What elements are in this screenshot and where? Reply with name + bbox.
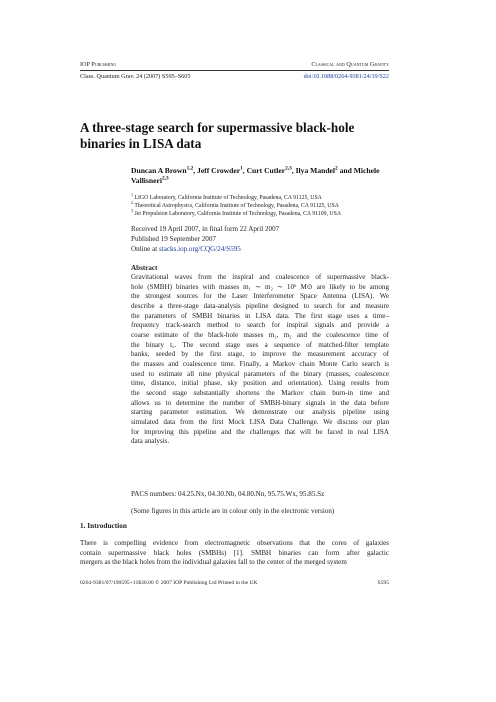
text-line: the masses and coalescence time. Finally, a Markov chain Monte Carlo search is: [131, 359, 389, 368]
online-prefix: Online at: [131, 245, 159, 253]
page-number: S595: [377, 580, 389, 586]
publication-dates: [131, 224, 389, 254]
section-heading: 1. Introduction: [80, 521, 127, 530]
author-separator: ,: [242, 166, 247, 175]
introduction-text: [80, 539, 389, 568]
text-line: describe a three-stage data-analysis pipeline designed to search for and measure: [131, 301, 389, 310]
affiliation-text: Jet Propulsion Laboratory, California Institute of Technology, Pasadena, CA 91109, USA: [134, 211, 342, 217]
affiliation: [131, 210, 389, 219]
author-affil-mark: 1: [240, 165, 243, 172]
colour-note: (Some figures in this article are in colour only in the electronic version): [131, 507, 335, 515]
affiliation-number: 2: [131, 200, 134, 206]
text-line: the parameters of SMBH binaries in LISA data. The first stage uses a time–: [131, 311, 389, 320]
author-name: Duncan A Brown: [131, 166, 187, 175]
abstract-text: [131, 273, 389, 447]
author-separator: ,: [291, 166, 296, 175]
author-separator: and: [337, 166, 354, 175]
affiliation-text: Theoretical Astrophysics, California Institute of Technology, Pasadena, CA 91125, USA: [134, 203, 339, 209]
text-line: frequency track-search method to search for inspiral signals and provide a: [131, 321, 389, 330]
pacs-numbers: PACS numbers: 04.25.Nx, 04.30.Nb, 04.80.Nn, 95.75.Wx, 95.85.Sz: [131, 490, 325, 498]
text-line: hole (SMBH) binaries with masses m₁ ∼ m₂ ∼ 10⁶ M⊙ are likely to be among: [131, 282, 389, 291]
affiliation-text: LIGO Laboratory, California Institute of Technology, Pasadena, CA 91125, USA: [134, 195, 322, 201]
publisher-label: IOP Publishing: [80, 61, 117, 68]
affiliation-number: 3: [131, 208, 134, 214]
text-line: the binary t꜀. The second stage uses a sequence of matched-filter template: [131, 340, 389, 349]
text-line: Gravitational waves from the inspiral and coalescence of supermassive black-: [131, 273, 389, 281]
text-line: used to estimate all nine physical parameters of the binary (masses, coalescence: [131, 369, 389, 378]
text-line: for improving this pipeline and the challenges that will be faced in real LISA: [131, 427, 389, 436]
author-affil-mark: 2: [335, 165, 338, 172]
received-date: Received 19 April 2007, in final form 22 April 2007: [131, 225, 280, 233]
page-footer: [80, 580, 389, 586]
text-line: mergers as the black holes from the individual galaxies fall to the center of the merged system: [80, 558, 347, 567]
text-line: starting parameter estimation. We demonstrate our analysis pipeline using: [131, 408, 389, 417]
online-line: [131, 244, 389, 254]
doi-link[interactable]: doi:10.1088/0264-9381/24/19/S22: [303, 73, 389, 80]
author-name: Ilya Mandel: [295, 166, 336, 175]
text-line: the strongest sources for the Laser Interferometer Space Antenna (LISA). We: [131, 292, 389, 301]
paper-title: A three-stage search for supermassive black-hole binaries in LISA data: [80, 120, 355, 151]
citation-line: Class. Quantum Grav. 24 (2007) S595–S605: [80, 73, 191, 80]
journal-label: Classical and Quantum Gravity: [311, 61, 389, 68]
author-separator: ,: [193, 166, 198, 175]
text-line: contain supermassive black holes (SMBHs) [1]. SMBH binaries can form after galactic: [80, 548, 389, 557]
author-list: [131, 166, 389, 186]
footer-copyright: 0264-9381/07/190595+11$30.00 © 2007 IOP Publishing Ltd Printed in the UK: [80, 580, 258, 586]
text-line: There is compelling evidence from electromagnetic observations that the cores of galaxies: [80, 539, 389, 547]
online-link[interactable]: stacks.iop.org/CQG/24/S595: [158, 245, 241, 253]
author-affil-mark: 2,3: [161, 175, 169, 182]
text-line: simulated data from the first Mock LISA Data Challenge. We discuss our plan: [131, 417, 389, 426]
abstract-heading: Abstract: [131, 264, 158, 272]
author-affil-mark: 1,2: [186, 165, 194, 172]
text-line: data analysis.: [131, 437, 170, 446]
text-line: coarse estimate of the black-hole masses m₁, m₂ and the coalescence time of: [131, 330, 389, 339]
author-name: Curt Cutler: [246, 166, 286, 175]
text-line: allows us to determine the number of SMBH-binary signals in the data before: [131, 398, 389, 407]
header-rule: [80, 70, 389, 71]
text-line: the second stage substantially shortens the Markov chain burn-in time and: [131, 388, 389, 397]
author-affil-mark: 2,3: [285, 165, 292, 172]
text-line: banks, seeded by the first stage, to improve the measurement accuracy of: [131, 350, 389, 359]
affiliation-number: 1: [131, 192, 134, 198]
author-name: Jeff Crowder: [197, 166, 241, 175]
author-name: Michele Vallisneri: [131, 166, 380, 185]
text-line: time, distance, initial phase, sky position and orientation). Using results from: [131, 379, 389, 388]
published-date: Published 19 September 2007: [131, 235, 216, 243]
